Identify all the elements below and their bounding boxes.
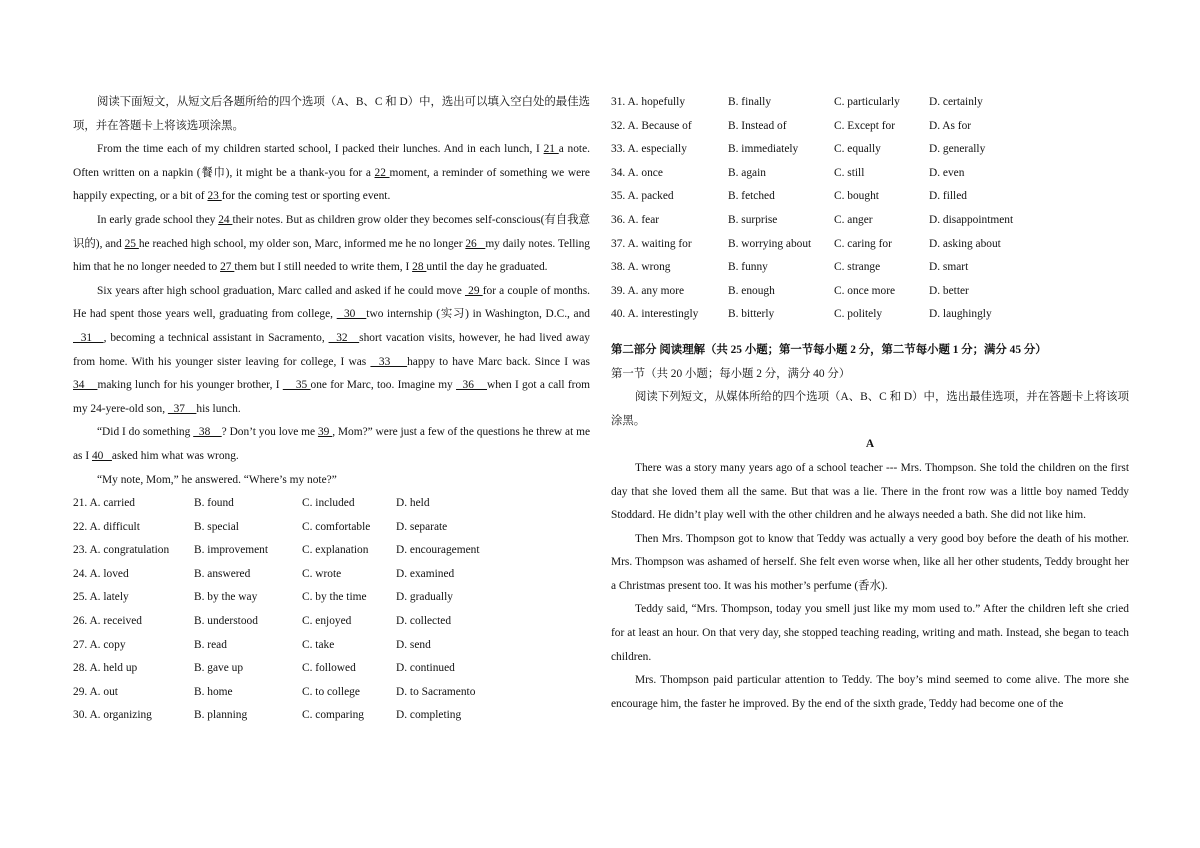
option-choice: C. anger: [834, 213, 873, 226]
option-choice: B. funny: [728, 261, 768, 274]
option-choice: C. to college: [302, 685, 360, 698]
option-choice: C. equally: [834, 143, 881, 156]
option-choice: 24. A. loved: [73, 567, 129, 580]
passage-paragraph: Mrs. Thompson paid particular attention to Teddy. The boy’s mind seemed to come alive. The more she encourage him, the faster he improved. By the end of the sixth grade, Teddy had become one of the: [611, 674, 1129, 710]
option-choice: 39. A. any more: [611, 284, 685, 297]
option-choice: 23. A. congratulation: [73, 544, 170, 557]
option-choice: D. gradually: [396, 591, 453, 604]
blank-number: 28: [412, 261, 427, 274]
blank-number: 36: [456, 379, 488, 392]
passage-paragraph: There was a story many years ago of a school teacher --- Mrs. Thompson. She told the children on the first day that she loved them all the same. But that was a lie. There in the front row was a little boy named Teddy Stoddard. He didn’t play well with the other children and he always needed a bath. She did not like him.: [611, 461, 1129, 522]
option-choice: B. bitterly: [728, 308, 775, 321]
blank-number: 37: [167, 402, 197, 415]
option-row: [73, 681, 590, 705]
option-choice: C. still: [834, 166, 865, 179]
option-choice: C. particularly: [834, 96, 900, 108]
passage-label: A: [865, 438, 875, 451]
option-choice: B. planning: [194, 709, 248, 722]
left-column: [73, 91, 590, 728]
option-choice: B. home: [194, 685, 233, 698]
option-choice: 34. A. once: [611, 166, 663, 179]
option-choice: 30. A. organizing: [73, 709, 152, 722]
passage-text: one for Marc, too. Imagine my: [310, 379, 457, 392]
blank-number: 39: [317, 426, 333, 439]
option-choice: D. continued: [396, 662, 455, 675]
cloze-options-21-30: [73, 492, 590, 728]
option-choice: B. fetched: [728, 190, 775, 203]
blank-number: 35: [282, 379, 311, 392]
option-choice: D. even: [929, 166, 965, 179]
passage-text: their notes. But as children grow older they becomes self-conscious(有自我意识的), and: [73, 213, 590, 250]
passage-text: his lunch.: [196, 402, 241, 415]
option-choice: D. to Sacramento: [396, 685, 476, 698]
cloze-paragraph: [73, 469, 590, 493]
option-choice: B. read: [194, 638, 227, 651]
option-choice: 35. A. packed: [611, 190, 674, 203]
option-choice: D. laughingly: [929, 308, 992, 321]
option-choice: C. politely: [834, 308, 883, 321]
right-column: [611, 91, 1129, 716]
passage-text: , Mom?” were just a few of the questions he threw at me as I: [73, 426, 590, 462]
option-choice: C. caring for: [834, 237, 892, 250]
option-row: [611, 303, 1129, 327]
option-choice: 26. A. received: [73, 615, 142, 628]
option-choice: 36. A. fear: [611, 213, 660, 226]
passage-text: Six years after high school graduation, Marc called and asked if he could move: [97, 284, 465, 297]
option-row: [73, 516, 590, 540]
passage-text: “My note, Mom,” he answered. “Where’s my note?”: [97, 473, 337, 486]
option-choice: 21. A. carried: [73, 497, 135, 510]
option-choice: B. gave up: [194, 662, 244, 675]
option-choice: D. smart: [929, 261, 969, 274]
passage-text: them but I still needed to write them, I: [234, 261, 413, 274]
option-choice: 31. A. hopefully: [611, 96, 686, 108]
blank-number: 26: [465, 237, 486, 250]
option-choice: 28. A. held up: [73, 662, 138, 675]
option-choice: B. by the way: [194, 591, 258, 604]
option-choice: 37. A. waiting for: [611, 237, 692, 250]
option-choice: B. special: [194, 520, 239, 533]
passage-text: two internship (实习) in Washington, D.C., and: [366, 308, 590, 321]
passage-text: a note. Often written on a napkin (餐巾), it might be a thank-you for a: [73, 143, 590, 179]
passage-paragraph: Teddy said, “Mrs. Thompson, today you smell just like my mom used to.” After the children left she cried for at least an hour. On that very day, she stopped teaching reading, writing and math. Instead, she began to teach children.: [611, 603, 1129, 663]
option-choice: 40. A. interestingly: [611, 308, 699, 321]
reading-passage-a: [611, 457, 1129, 717]
option-choice: B. understood: [194, 615, 258, 628]
passage-text: my daily notes. Telling him that he no longer needed to: [73, 237, 590, 274]
blank-number: 30: [336, 308, 367, 321]
option-choice: B. finally: [728, 96, 772, 108]
blank-number: 29: [464, 284, 483, 297]
option-row: [611, 162, 1129, 186]
blank-number: 40: [91, 449, 112, 462]
option-choice: B. again: [728, 166, 766, 179]
option-row: [73, 704, 590, 728]
blank-number: 38: [193, 426, 222, 439]
option-row: [611, 115, 1129, 139]
option-choice: D. asking about: [929, 237, 1001, 250]
cloze-paragraph: [73, 138, 590, 209]
option-choice: 38. A. wrong: [611, 261, 671, 274]
option-row: [73, 634, 590, 658]
blank-number: 22: [374, 166, 390, 179]
option-choice: B. enough: [728, 284, 775, 297]
blank-number: 33: [370, 355, 408, 368]
option-choice: C. followed: [302, 662, 356, 675]
passage-text: In early grade school they: [97, 213, 219, 226]
passage-text: From the time each of my children started school, I packed their lunches. And in each lunch, I: [97, 143, 544, 156]
cloze-paragraph: [73, 209, 590, 280]
option-choice: C. comparing: [302, 709, 365, 722]
option-row: [611, 91, 1129, 115]
passage-text: for a couple of months. He had spent those years well, graduating from college,: [73, 284, 590, 321]
option-choice: 32. A. Because of: [611, 119, 692, 132]
option-choice: B. answered: [194, 567, 251, 580]
blank-number: 24: [218, 213, 233, 226]
option-row: [611, 280, 1129, 304]
option-choice: 33. A. especially: [611, 143, 687, 156]
option-choice: B. improvement: [194, 544, 269, 557]
passage-paragraph: Then Mrs. Thompson got to know that Teddy was actually a very good boy before the death of his mother. Mrs. Thompson was ashamed of herself. She felt even worse when, like all her other students, Teddy brought her a Christmas present too. It was his mother’s perfume (香水).: [611, 532, 1129, 592]
option-choice: 27. A. copy: [73, 638, 126, 651]
passage-text: “Did I do something: [97, 426, 194, 439]
option-row: [73, 539, 590, 563]
option-choice: D. certainly: [929, 96, 983, 108]
passage-text: until the day he graduated.: [426, 261, 548, 274]
option-choice: 25. A. lately: [73, 591, 129, 604]
option-row: [611, 138, 1129, 162]
option-choice: D. collected: [396, 615, 452, 628]
blank-number: 23: [207, 190, 222, 203]
blank-number: 31: [73, 331, 104, 344]
option-row: [73, 563, 590, 587]
option-choice: B. worrying about: [728, 237, 812, 250]
option-choice: D. better: [929, 284, 969, 297]
passage-text: short vacation visits, however, he had lived away from home. With his younger sister leaving for college, I was: [73, 331, 590, 368]
option-row: [73, 657, 590, 681]
blank-number: 21: [543, 143, 559, 156]
cloze-options-31-40: [611, 91, 1129, 327]
option-row: [611, 256, 1129, 280]
option-choice: B. Instead of: [728, 119, 787, 132]
option-choice: C. once more: [834, 284, 896, 297]
cloze-paragraph: [73, 280, 590, 422]
option-choice: C. wrote: [302, 567, 342, 580]
option-choice: D. separate: [396, 520, 448, 533]
passage-text: making lunch for his younger brother, I: [97, 379, 283, 392]
option-choice: D. completing: [396, 709, 462, 722]
option-row: [611, 233, 1129, 257]
option-choice: D. filled: [929, 190, 967, 203]
option-choice: C. by the time: [302, 591, 367, 604]
option-choice: B. immediately: [728, 143, 799, 156]
blank-number: 25: [124, 237, 139, 250]
passage-text: ? Don’t you love me: [221, 426, 318, 439]
option-choice: C. enjoyed: [302, 615, 352, 628]
cloze-instruction: 阅读下面短文，从短文后各题所给的四个选项（A、B、C 和 D）中，选出可以填入空白处的最佳选项，并在答题卡上将该选项涂黑。: [73, 96, 590, 132]
option-choice: D. examined: [396, 567, 455, 580]
section-one-title: 第一节（共 20 小题；每小题 2 分，满分 40 分）: [611, 367, 851, 380]
passage-text: he reached high school, my older son, Marc, informed me he no longer: [138, 237, 466, 250]
option-choice: C. Except for: [834, 119, 896, 132]
option-choice: 29. A. out: [73, 685, 118, 698]
option-choice: B. surprise: [728, 213, 778, 226]
option-row: [611, 185, 1129, 209]
passage-text: when I got a call from my 24-yere-old son,: [73, 379, 591, 415]
option-choice: D. send: [396, 638, 431, 651]
passage-text: moment, a reminder of something we were happily expecting, or a bit of: [73, 166, 590, 203]
option-choice: C. take: [302, 638, 335, 651]
passage-text: , becoming a technical assistant in Sacramento,: [103, 331, 329, 344]
part-two-title: 第二部分 阅读理解（共 25 小题；第一节每小题 2 分，第二节每小题 1 分；满分 45 分）: [611, 343, 1047, 356]
option-choice: D. encouragement: [396, 544, 480, 557]
option-choice: D. As for: [929, 119, 972, 132]
option-choice: D. generally: [929, 143, 986, 156]
option-row: [73, 586, 590, 610]
passage-text: happy to have Marc back. Since I was: [407, 355, 590, 368]
option-choice: 22. A. difficult: [73, 520, 140, 533]
section-one-instruction: 阅读下列短文，从媒体所给的四个选项（A、B、C 和 D）中，选出最佳选项，并在答题卡上将该项涂黑。: [611, 391, 1129, 427]
option-choice: C. bought: [834, 190, 879, 203]
option-choice: C. strange: [834, 261, 881, 274]
option-choice: D. disappointment: [929, 213, 1014, 226]
option-row: [73, 492, 590, 516]
option-choice: C. comfortable: [302, 520, 371, 533]
blank-number: 27: [220, 261, 235, 274]
blank-number: 32: [328, 331, 360, 344]
option-choice: C. included: [302, 497, 355, 510]
option-row: [73, 610, 590, 634]
option-choice: B. found: [194, 497, 234, 510]
option-choice: C. explanation: [302, 544, 369, 557]
blank-number: 34: [73, 379, 98, 392]
cloze-passage: [73, 138, 590, 492]
cloze-paragraph: [73, 421, 590, 468]
option-choice: D. held: [396, 497, 430, 510]
passage-text: asked him what was wrong.: [111, 449, 239, 462]
option-row: [611, 209, 1129, 233]
passage-text: for the coming test or sporting event.: [221, 190, 391, 203]
